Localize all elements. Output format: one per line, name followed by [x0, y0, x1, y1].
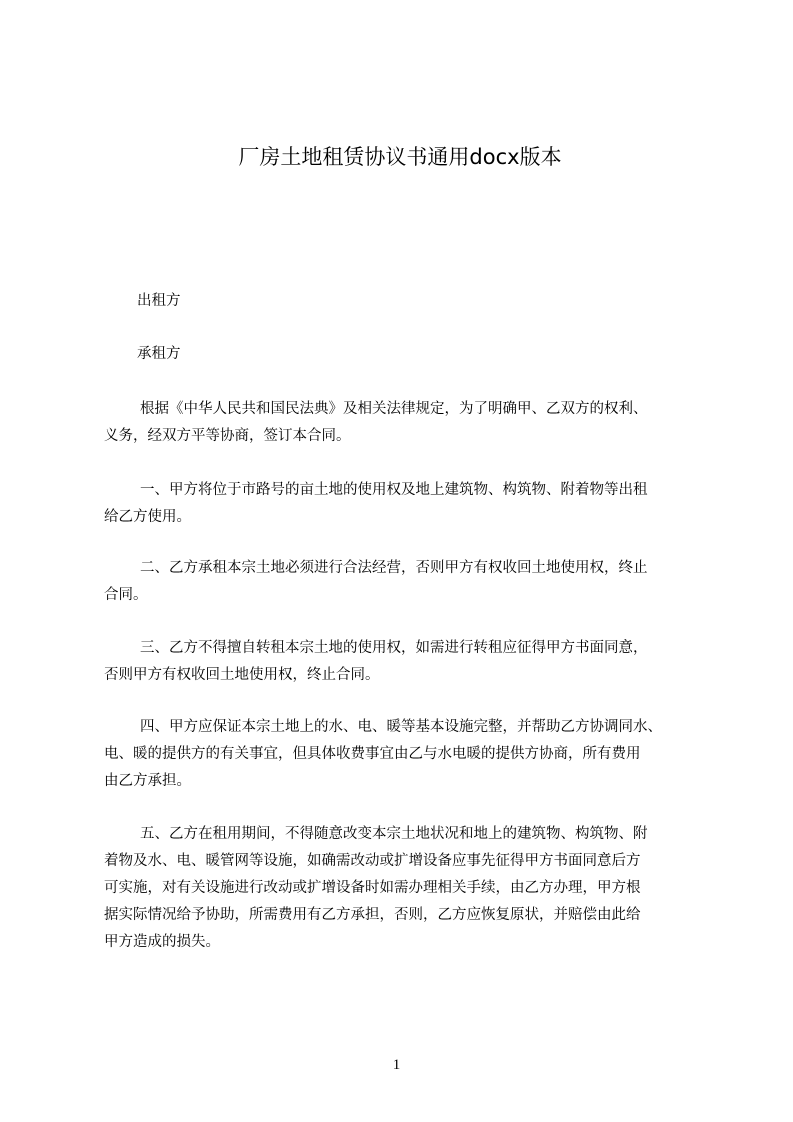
paragraph-line: 着物及水、电、暖管网等设施，如确需改动或扩增设备应事先征得甲方书面同意后方 [104, 853, 641, 869]
paragraph-line: 四、甲方应保证本宗土地上的水、电、暖等基本设施完整，并帮助乙方协调同水、 [140, 719, 662, 735]
paragraph-line: 给乙方使用。 [104, 509, 191, 525]
paragraph-line: 义务，经双方平等协商，签订本合同。 [104, 428, 351, 444]
paragraph-line: 合同。 [104, 587, 148, 603]
document-title: 厂房土地租赁协议书通用docx版本 [238, 145, 562, 169]
paragraph-line: 三、乙方不得擅自转租本宗土地的使用权，如需进行转租应征得甲方书面同意， [140, 640, 648, 656]
paragraph-line: 可实施，对有关设施进行改动或扩增设备时如需办理相关手续，由乙方办理，甲方根 [104, 880, 641, 896]
paragraph-line: 根据《中华人民共和国民法典》及相关法律规定，为了明确甲、乙双方的权利、 [140, 401, 648, 417]
paragraph-line: 一、甲方将位于市路号的亩土地的使用权及地上建筑物、构筑物、附着物等出租 [140, 482, 648, 498]
lessor-label: 出租方 [137, 293, 181, 309]
paragraph-line: 据实际情况给予协助，所需费用有乙方承担，否则，乙方应恢复原状，并赔偿由此给 [104, 907, 641, 923]
paragraph-line: 由乙方承担。 [104, 773, 191, 789]
lessee-label: 承租方 [137, 346, 181, 362]
paragraph-line: 否则甲方有权收回土地使用权，终止合同。 [104, 667, 380, 683]
page-number: 1 [392, 1057, 401, 1073]
paragraph-line: 五、乙方在租用期间，不得随意改变本宗土地状况和地上的建筑物、构筑物、附 [140, 826, 648, 842]
paragraph-line: 二、乙方承租本宗土地必须进行合法经营，否则甲方有权收回土地使用权，终止 [140, 560, 648, 576]
paragraph-line: 甲方造成的损失。 [104, 934, 220, 950]
paragraph-line: 电、暖的提供方的有关事宜，但具体收费事宜由乙与水电暖的提供方协商，所有费用 [104, 746, 641, 762]
